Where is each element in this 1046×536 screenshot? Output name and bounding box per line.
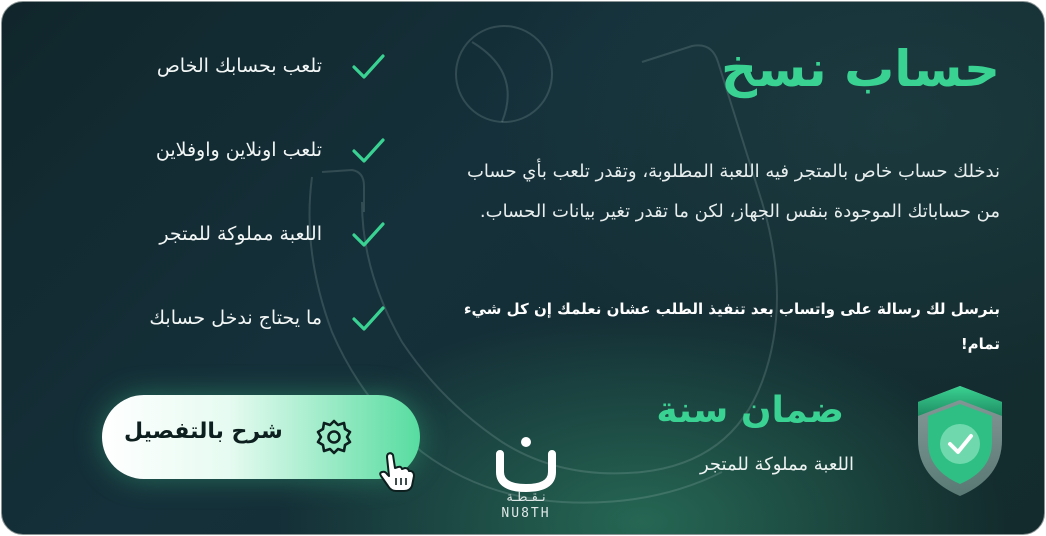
check-icon bbox=[348, 130, 388, 170]
feature-item bbox=[88, 214, 388, 254]
feature-item bbox=[88, 130, 388, 170]
check-icon bbox=[348, 214, 388, 254]
check-icon bbox=[348, 46, 388, 86]
check-icon bbox=[348, 298, 388, 338]
whatsapp-note: بنرسل لك رسالة على واتساب بعد تنفيذ الطلب عشان نعلمك إن كل شيء تمام! bbox=[463, 300, 1000, 353]
feature-label: اللعبة مملوكة للمتجر bbox=[159, 223, 322, 245]
feature-label: تلعب اونلاين واوفلاين bbox=[155, 139, 322, 161]
details-button-label: شرح بالتفصيل bbox=[124, 419, 283, 444]
feature-item bbox=[88, 46, 388, 86]
product-card bbox=[1, 1, 1045, 535]
feature-label: ما يحتاج ندخل حسابك bbox=[149, 307, 322, 329]
details-button[interactable] bbox=[102, 395, 420, 479]
warranty-title: ضمان سنة bbox=[656, 390, 844, 431]
gear-icon bbox=[314, 417, 354, 457]
shield-check-icon bbox=[914, 382, 1006, 500]
warranty-subtitle: اللعبة مملوكة للمتجر bbox=[699, 454, 854, 475]
feature-item bbox=[88, 298, 388, 338]
brand-name-arabic: نـقـطـة bbox=[506, 490, 546, 505]
feature-label: تلعب بحسابك الخاص bbox=[156, 55, 322, 77]
hand-cursor-icon bbox=[374, 448, 420, 494]
page-title: حساب نسخ bbox=[720, 40, 1000, 98]
brand-name-latin: NU8TH bbox=[501, 506, 551, 521]
description-text: ندخلك حساب خاص بالمتجر فيه اللعبة المطلوبة، وتقدر تلعب بأي حساب من حساباتك الموجودة بنفس الجهاز، لكن ما تقدر تغير بيانات الحساب. bbox=[466, 161, 1000, 222]
